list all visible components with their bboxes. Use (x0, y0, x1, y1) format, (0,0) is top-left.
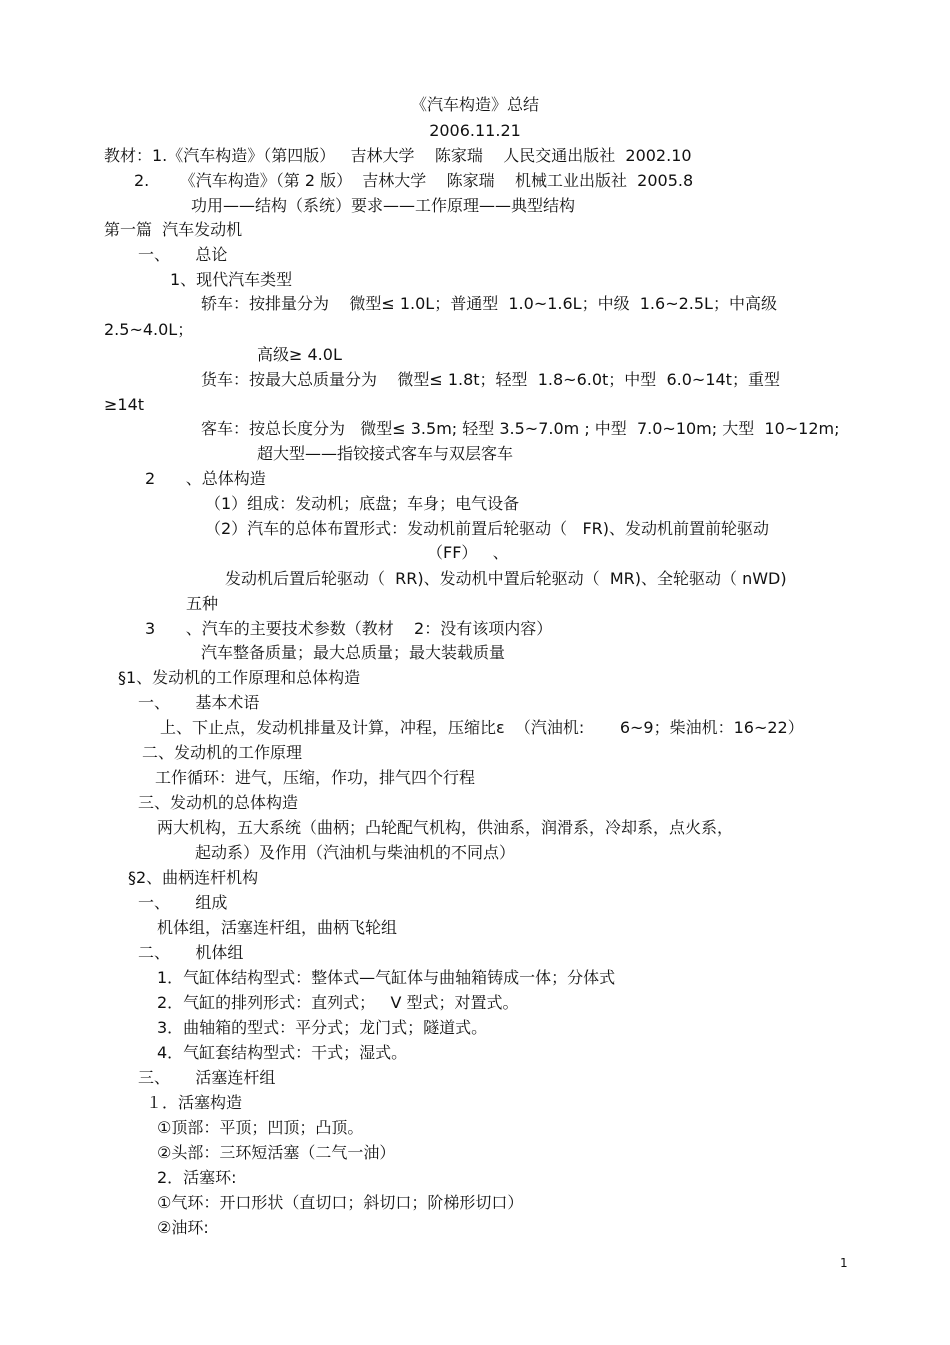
list-item: １．活塞构造 (146, 1093, 243, 1112)
textbook-line: 2. 《汽车构造》（第 2 版） 吉林大学 陈家瑞 机械工业出版社 2005.8 (134, 171, 694, 190)
text-line: 发动机后置后轮驱动（ RR)、发动机中置后轮驱动（ MR)、全轮驱动（ nWD) (225, 569, 787, 588)
text-line: 汽车整备质量；最大总质量；最大装载质量 (201, 643, 506, 662)
text-line: 高级≥ 4.0L (257, 345, 342, 364)
text-line: 轿车：按排量分为 微型≤ 1.0L；普通型 1.0~1.6L；中级 1.6~2.5L；中高级 (201, 294, 777, 313)
section-heading: 一、 基本术语 (138, 693, 260, 712)
list-item: 3．曲轴箱的型式：平分式；龙门式；隧道式。 (157, 1018, 488, 1037)
text-line: 货车：按最大总质量分为 微型≤ 1.8t；轻型 1.8~6.0t；中型 6.0~14t；重型 (201, 370, 780, 389)
section-heading: 二、 机体组 (138, 943, 244, 962)
text-line: 超大型——指铰接式客车与双层客车 (257, 444, 514, 463)
section-heading: §2、曲柄连杆机构 (128, 868, 259, 887)
list-item: ①顶部：平顶；凹顶；凸顶。 (157, 1118, 364, 1137)
list-item: ①气环：开口形状（直切口；斜切口；阶梯形切口） (157, 1193, 524, 1212)
text-line: 2.5~4.0L； (104, 320, 194, 339)
text-line: 两大机构，五大系统（曲柄；凸轮配气机构，供油系，润滑系，冷却系，点火系， (157, 818, 734, 837)
textbook-line: 教材：1.《汽车构造》（第四版） 吉林大学 陈家瑞 人民交通出版社 2002.10 (104, 146, 692, 165)
outline-line: 功用——结构（系统）要求——工作原理——典型结构 (191, 196, 576, 215)
text-line: 客车：按总长度分为 微型≤ 3.5m; 轻型 3.5~7.0m ; 中型 7.0~10m; 大型 10~12m; (201, 419, 840, 438)
text-line: 上、下止点，发动机排量及计算，冲程，压缩比ε （汽油机: 6~9；柴油机：16~22） (160, 718, 804, 737)
text-line: 起动系）及作用（汽油机与柴油机的不同点） (195, 843, 516, 862)
section-heading: 一、 组成 (138, 893, 228, 912)
text-line: 工作循环：进气，压缩，作功，排气四个行程 (155, 768, 476, 787)
text-line: （FF） 、 (427, 543, 509, 562)
list-item: 2．气缸的排列形式：直列式； V 型式；对置式。 (157, 993, 519, 1012)
list-item: 2．活塞环: (157, 1168, 237, 1187)
list-item: 4．气缸套结构型式：干式；湿式。 (157, 1043, 408, 1062)
list-item: ②油环: (157, 1218, 209, 1237)
text-line: 机体组，活塞连杆组，曲柄飞轮组 (157, 918, 398, 937)
text-line: （2）汽车的总体布置形式：发动机前置后轮驱动（ FR)、发动机前置前轮驱动 (205, 519, 770, 538)
text-line: 五种 (186, 594, 219, 613)
subsection-heading: 3 、汽车的主要技术参数（教材 2：没有该项内容） (145, 619, 553, 638)
section-heading: 一、 总论 (138, 245, 228, 264)
section-heading: 三、发动机的总体构造 (138, 793, 299, 812)
page-number: 1 (840, 1256, 848, 1270)
subsection-heading: 2 、总体构造 (145, 469, 266, 488)
section-heading: §1、发动机的工作原理和总体构造 (118, 668, 361, 687)
doc-title: 《汽车构造》总结 (410, 95, 539, 114)
doc-date: 2006.11.21 (429, 121, 521, 140)
subsection-heading: 1、现代汽车类型 (170, 270, 293, 289)
list-item: ②头部：三环短活塞（二气一油） (157, 1143, 396, 1162)
section-heading: 二、发动机的工作原理 (142, 743, 303, 762)
list-item: 1．气缸体结构型式：整体式—气缸体与曲轴箱铸成一体；分体式 (157, 968, 616, 987)
text-line: ≥14t (104, 395, 145, 414)
text-line: （1）组成：发动机；底盘；车身；电气设备 (205, 494, 520, 513)
part-heading: 第一篇 汽车发动机 (104, 220, 243, 239)
section-heading: 三、 活塞连杆组 (138, 1068, 276, 1087)
